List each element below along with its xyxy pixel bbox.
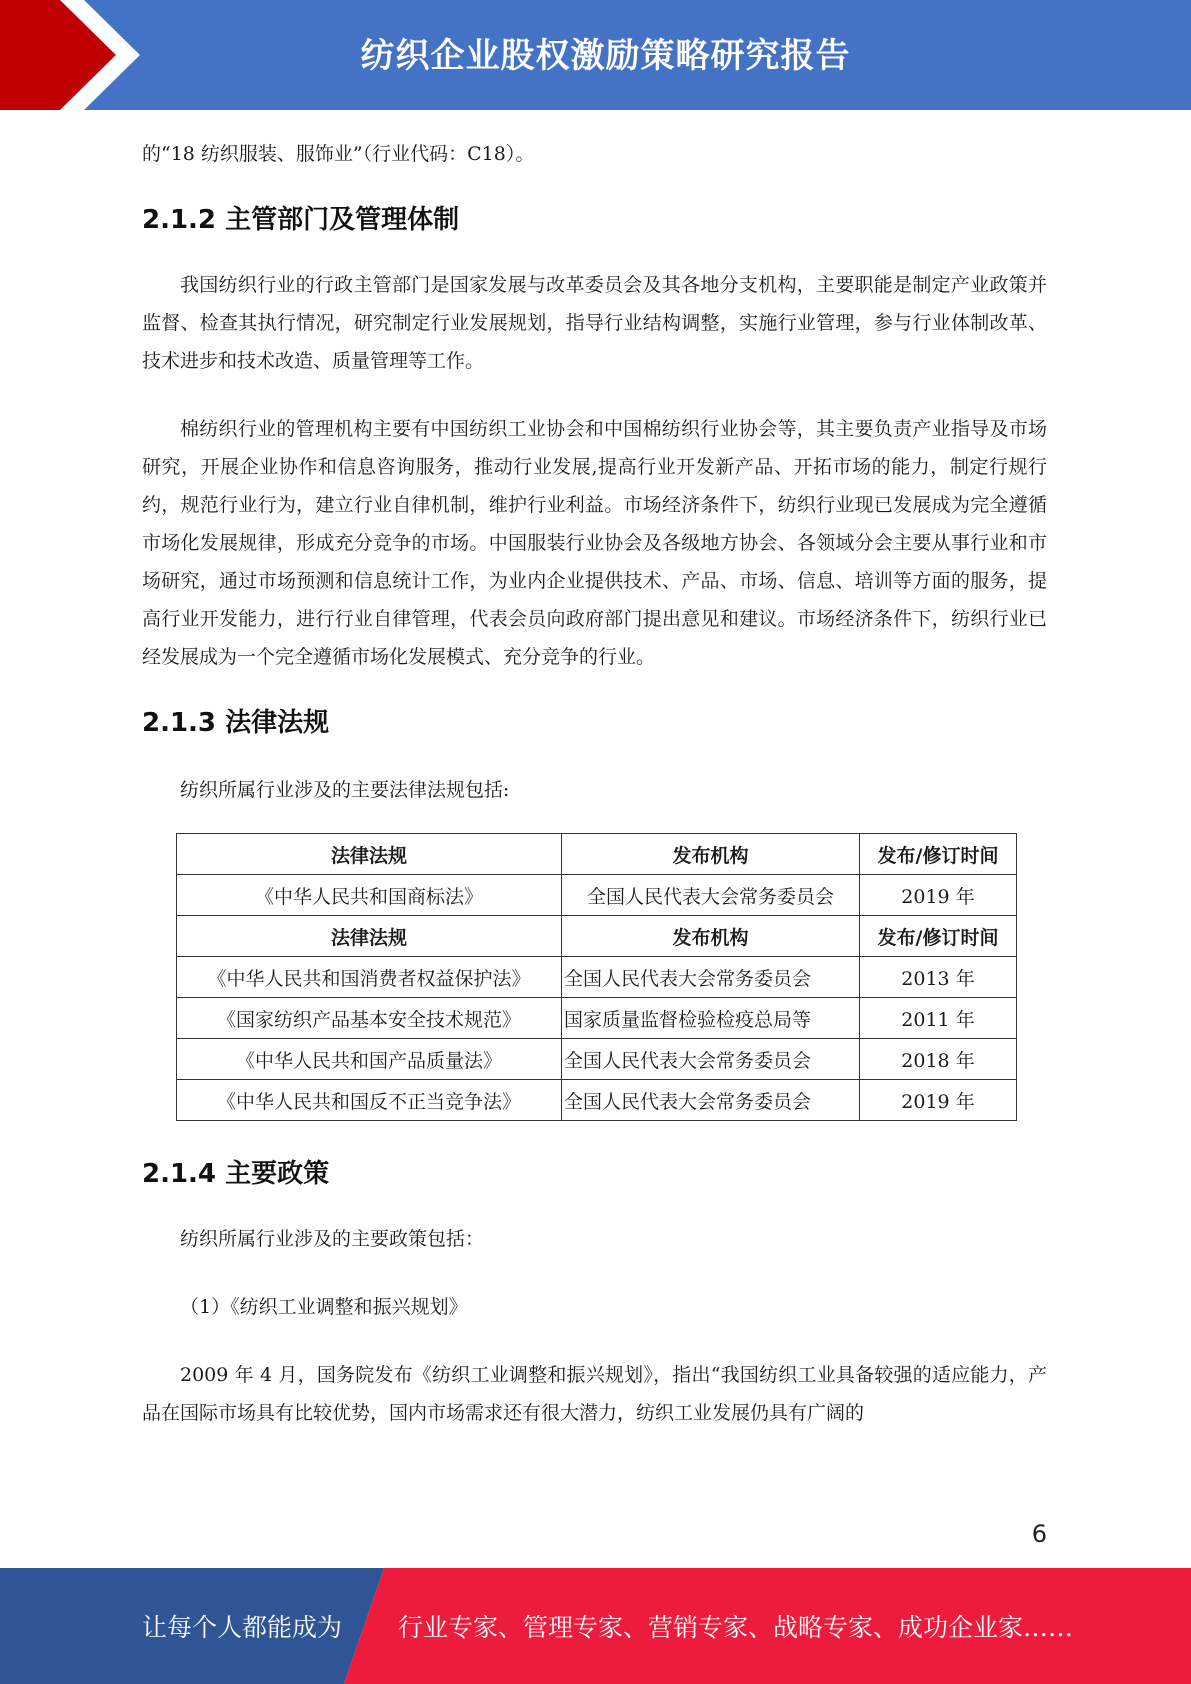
table-row (177, 1080, 1017, 1121)
section-heading-2-1-2: 2.1.2 主管部门及管理体制 (142, 205, 460, 235)
table-cell: 全国人民代表大会常务委员会 (562, 1039, 860, 1080)
table-cell: 《国家纺织产品基本安全技术规范》 (177, 998, 562, 1039)
table-cell: 2019 年 (860, 875, 1017, 916)
laws-table (176, 833, 1017, 1121)
list-item: （1）《纺织工业调整和振兴规划》 (180, 1296, 468, 1318)
paragraph: 纺织所属行业涉及的主要法律法规包括: (180, 779, 510, 801)
table-cell: 《中华人民共和国消费者权益保护法》 (177, 957, 562, 998)
page-number: 6 (1031, 1520, 1047, 1548)
paragraph: 棉纺织行业的管理机构主要有中国纺织工业协会和中国棉纺织行业协会等，其主要负责产业指导及市场研究，开展企业协作和信息咨询服务，推动行业发展,提高行业开发新产品、开拓市场的能力，制定行规行约，规范行业行为，建立行业自律机制，维护行业利益。市场经济条件下，纺织行业现已发展成为完全遵循市场化发展规律，形成充分竞争的市场。中国服装行业协会及各级地方协会、各领域分会主要从事行业和市场研究，通过市场预测和信息统计工作，为业内企业提供技术、产品、市场、信息、培训等方面的服务，提高行业开发能力，进行行业自律管理，代表会员向政府部门提出意见和建议。市场经济条件下，纺织行业已经发展成为一个完全遵循市场化发展模式、充分竞争的行业。 (142, 418, 1047, 668)
paragraph: 我国纺织行业的行政主管部门是国家发展与改革委员会及其各地分支机构，主要职能是制定产业政策并监督、检查其执行情况，研究制定行业发展规划，指导行业结构调整，实施行业管理，参与行业体制改革、技术进步和技术改造、质量管理等工作。 (142, 274, 1047, 372)
paragraph: 2009 年 4 月，国务院发布《纺织工业调整和振兴规划》，指出“我国纺织工业具备较强的适应能力，产品在国际市场具有比较优势，国内市场需求还有很大潜力，纺织工业发展仍具有广阔的 (142, 1364, 1047, 1424)
column-header: 发布机构 (562, 834, 860, 875)
table-row (177, 875, 1017, 916)
column-header: 法律法规 (177, 834, 562, 875)
table-cell: 《中华人民共和国反不正当竞争法》 (177, 1080, 562, 1121)
column-header: 法律法规 (177, 916, 562, 957)
table-cell: 2011 年 (860, 998, 1017, 1039)
table-header-row (177, 834, 1017, 875)
section-heading-2-1-4: 2.1.4 主要政策 (142, 1159, 330, 1189)
table-row (177, 957, 1017, 998)
table-cell: 2019 年 (860, 1080, 1017, 1121)
paragraph: 纺织所属行业涉及的主要政策包括： (180, 1228, 485, 1250)
table-cell: 2018 年 (860, 1039, 1017, 1080)
table-cell: 《中华人民共和国产品质量法》 (177, 1039, 562, 1080)
table-row (177, 998, 1017, 1039)
intro-line: 的“18 纺织服装、服饰业”（行业代码：C18）。 (142, 143, 535, 165)
table-header-row (177, 916, 1017, 957)
table-cell: 2013 年 (860, 957, 1017, 998)
column-header: 发布/修订时间 (860, 834, 1017, 875)
table-cell: 全国人民代表大会常务委员会 (562, 957, 860, 998)
section-heading-2-1-3: 2.1.3 法律法规 (142, 708, 330, 738)
table-cell: 《中华人民共和国商标法》 (177, 875, 562, 916)
table-cell: 全国人民代表大会常务委员会 (562, 875, 860, 916)
footer-slogan-right: 行业专家、管理专家、营销专家、战略专家、成功企业家…… (398, 1613, 1074, 1642)
table-cell: 国家质量监督检验检疫总局等 (562, 998, 860, 1039)
report-title: 纺织企业股权激励策略研究报告 (360, 36, 851, 76)
column-header: 发布机构 (562, 916, 860, 957)
table-row (177, 1039, 1017, 1080)
table-cell: 全国人民代表大会常务委员会 (562, 1080, 860, 1121)
column-header: 发布/修订时间 (860, 916, 1017, 957)
footer-slogan-left: 让每个人都能成为 (142, 1613, 343, 1642)
page-header (0, 0, 1191, 110)
page-footer (0, 1568, 1191, 1684)
document-body (142, 135, 1047, 1432)
